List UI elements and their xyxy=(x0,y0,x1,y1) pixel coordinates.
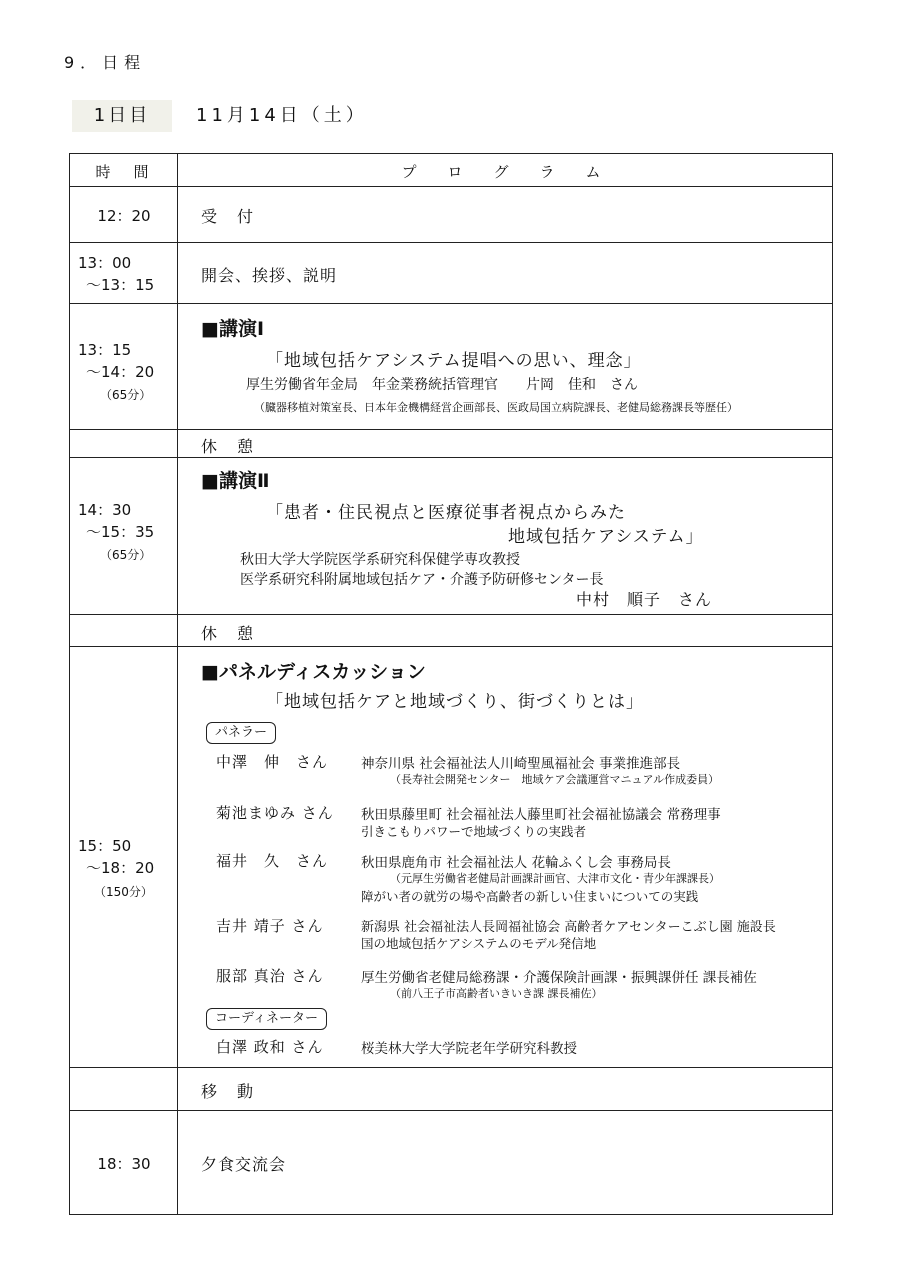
day-label: 1日目 xyxy=(72,100,172,132)
day-date: 11月14日（土） xyxy=(196,105,368,126)
panelist-4-line2: 国の地域包括ケアシステムのモデル発信地 xyxy=(361,936,597,951)
panel-heading: ■パネルディスカッション xyxy=(201,661,426,683)
coordinator-name: 白澤 政和 さん xyxy=(216,1038,324,1056)
program-column-header: プ ロ グ ラ ム xyxy=(401,163,609,181)
break1-text: 休 憩 xyxy=(201,437,256,456)
lecture1-duration: （65分） xyxy=(100,388,152,402)
panelist-1-line1: 神奈川県 社会福祉法人川崎聖風福祉会 事業推進部長 xyxy=(361,756,681,772)
opening-text: 開会、挨拶、説明 xyxy=(201,266,338,285)
opening-time-end: ～13：15 xyxy=(86,276,155,294)
reception-row xyxy=(70,187,832,243)
panelist-5-line2: （前八王子市高齢者いきいき課 課長補佐） xyxy=(390,987,603,1000)
panelist-label: パネラー xyxy=(206,722,276,744)
panelist-5-line1: 厚生労働省老健局総務課・介護保険計画課・振興課併任 課長補佐 xyxy=(361,970,757,986)
break2-row xyxy=(70,615,832,647)
day-row xyxy=(72,100,492,132)
panelist-4-line1: 新潟県 社会福祉法人長岡福祉協会 高齢者ケアセンターこぶし園 施設長 xyxy=(361,920,776,935)
move-text: 移 動 xyxy=(201,1082,256,1101)
lecture1-time-start: 13：15 xyxy=(78,341,132,359)
dinner-text: 夕食交流会 xyxy=(201,1155,287,1174)
panelist-1-name: 中澤 伸 さん xyxy=(216,753,329,771)
lecture1-career-note: （臓器移植対策室長、日本年金機構経営企画部長、医政局国立病院課長、老健局総務課長等歴任） xyxy=(254,401,738,414)
panelist-3-line2: （元厚生労働省老健局計画課計画官、大津市文化・青少年課課長） xyxy=(390,872,720,885)
lecture2-title-line1: 「患者・住民視点と医療従事者視点からみた xyxy=(266,503,626,523)
panel-duration: （150分） xyxy=(94,885,153,899)
panelist-1-line2: （長寿社会開発センター 地域ケア会議運営マニュアル作成委員） xyxy=(390,773,720,786)
opening-row xyxy=(70,243,832,304)
panelist-4-name: 吉井 靖子 さん xyxy=(216,917,324,935)
dinner-row xyxy=(70,1111,832,1214)
panelist-3-line3: 障がい者の就労の場や高齢者の新しい住まいについての実践 xyxy=(361,889,699,904)
panelist-2-name: 菊池まゆみ さん xyxy=(216,804,334,822)
lecture2-title-line2: 地域包括ケアシステム」 xyxy=(508,527,704,547)
panelist-5-name: 服部 真治 さん xyxy=(216,967,324,985)
lecture1-time-end: ～14：20 xyxy=(86,363,155,381)
panelist-2-line2: 引きこもりパワーで地域づくりの実践者 xyxy=(361,824,587,839)
move-row xyxy=(70,1068,832,1111)
panelist-3-line1: 秋田県鹿角市 社会福祉法人 花輪ふくし会 事務局長 xyxy=(361,855,671,871)
panel-time-end: ～18：20 xyxy=(86,859,155,877)
reception-text: 受 付 xyxy=(201,207,256,226)
break1-row xyxy=(70,430,832,458)
lecture1-speaker: 厚生労働省年金局 年金業務統括管理官 片岡 佳和 さん xyxy=(246,377,638,393)
panel-row xyxy=(70,647,832,1068)
lecture2-speaker-name: 中村 順子 さん xyxy=(576,590,713,609)
lecture1-row xyxy=(70,304,832,430)
opening-time-start: 13：00 xyxy=(78,254,132,272)
lecture2-affiliation-line1: 秋田大学大学院医学系研究科保健学専攻教授 xyxy=(240,552,520,568)
break2-text: 休 憩 xyxy=(201,624,256,643)
lecture2-time-start: 14：30 xyxy=(78,501,132,519)
lecture2-heading: ■講演Ⅱ xyxy=(201,470,270,492)
schedule-table xyxy=(69,153,833,1215)
lecture2-row xyxy=(70,458,832,615)
coordinator-line1: 桜美林大学大学院老年学研究科教授 xyxy=(361,1041,577,1057)
panel-time-start: 15：50 xyxy=(78,837,132,855)
lecture1-title: 「地域包括ケアシステム提唱への思い、理念」 xyxy=(266,351,642,371)
coordinator-label: コーディネーター xyxy=(206,1008,327,1030)
lecture2-duration: （65分） xyxy=(100,548,152,562)
lecture1-heading: ■講演Ⅰ xyxy=(201,318,265,340)
panelist-3-name: 福井 久 さん xyxy=(216,852,329,870)
table-header-row xyxy=(70,154,832,187)
panel-title: 「地域包括ケアと地域づくり、街づくりとは」 xyxy=(266,692,644,712)
reception-time: 12：20 xyxy=(97,207,151,225)
time-column-header: 時 間 xyxy=(95,163,153,181)
section-title: 9．日程 xyxy=(64,53,147,72)
panelist-2-line1: 秋田県藤里町 社会福祉法人藤里町社会福祉協議会 常務理事 xyxy=(361,807,721,823)
lecture2-affiliation-line2: 医学系研究科附属地域包括ケア・介護予防研修センター長 xyxy=(240,572,604,588)
dinner-time: 18：30 xyxy=(97,1155,151,1173)
lecture2-time-end: ～15：35 xyxy=(86,523,155,541)
